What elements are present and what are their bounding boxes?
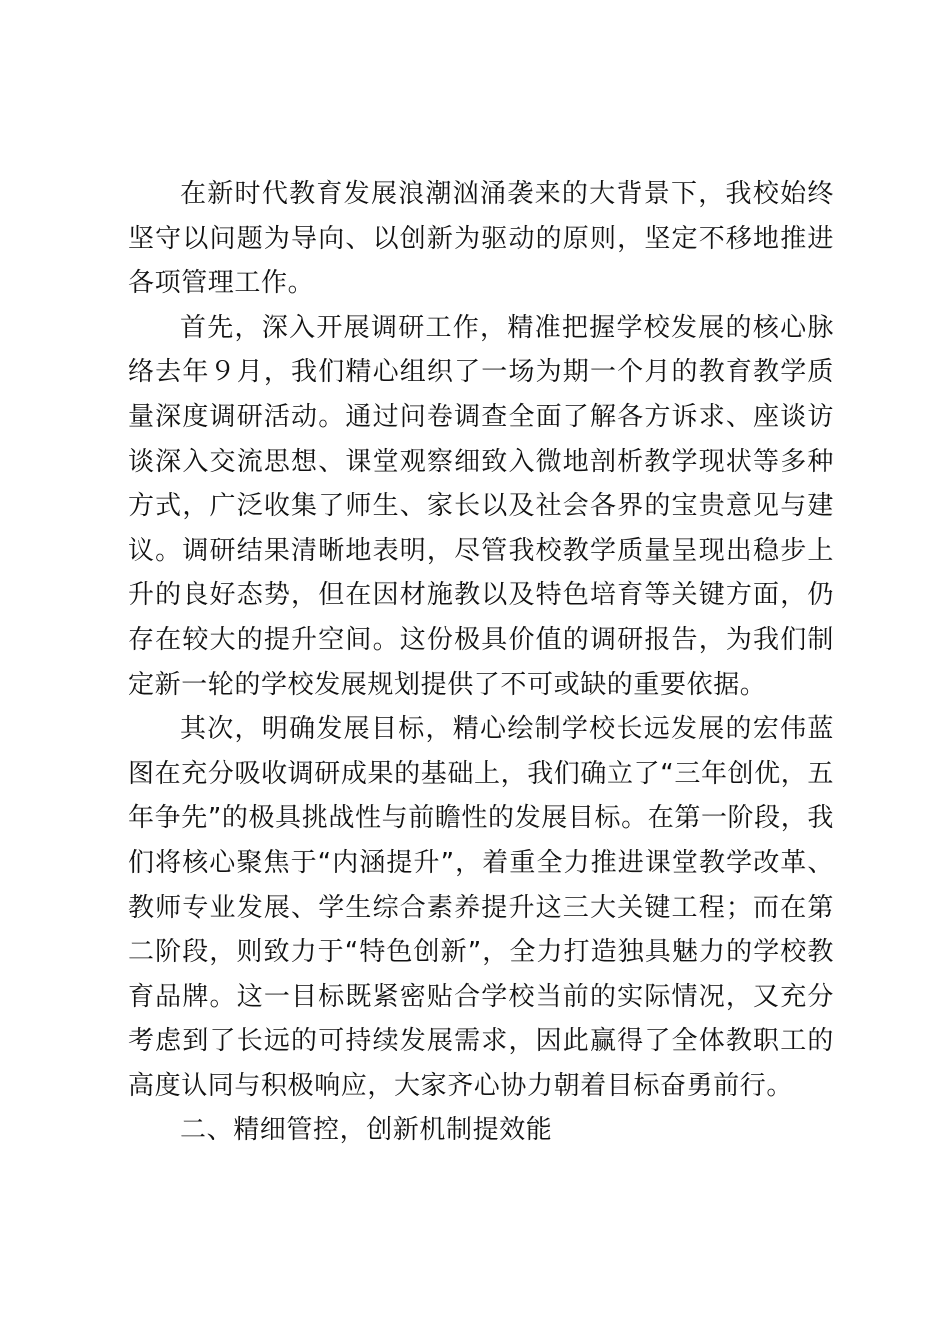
paragraph-intro: 在新时代教育发展浪潮汹涌袭来的大背景下，我校始终坚守以问题为导向、以创新为驱动的原则，坚定不移地推进各项管理工作。 [128,179,834,299]
paragraph-goals: 其次，明确发展目标，精心绘制学校长远发展的宏伟蓝图在充分吸收调研成果的基础上，我们确立了“三年创优，五年争先”的极具挑战性与前瞻性的发展目标。在第一阶段，我们将核心聚焦于“内涵提升”，着重全力推进课堂教学改革、教师专业发展、学生综合素养提升这三大关键工程；而在第二阶段，则致力于“特色创新”，全力打造独具魅力的学校教育品牌。这一目标既紧密贴合学校当前的实际情况，又充分考虑到了长远的可持续发展需求，因此赢得了全体教职工的高度认同与积极响应，大家齐心协力朝着目标奋勇前行。 [128,714,834,1101]
paragraph-research: 首先，深入开展调研工作，精准把握学校发展的核心脉络去年９月，我们精心组织了一场为期一个月的教育教学质量深度调研活动。通过问卷调查全面了解各方诉求、座谈访谈深入交流思想、课堂观察细致入微地剖析教学现状等多种方式，广泛收集了师生、家长以及社会各界的宝贵意见与建议。调研结果清晰地表明，尽管我校教学质量呈现出稳步上升的良好态势，但在因材施教以及特色培育等关键方面，仍存在较大的提升空间。这份极具价值的调研报告，为我们制定新一轮的学校发展规划提供了不可或缺的重要依据。 [128,312,834,700]
section-heading: 二、精细管控，创新机制提效能 [180,1115,553,1146]
document-body [128,172,834,1153]
